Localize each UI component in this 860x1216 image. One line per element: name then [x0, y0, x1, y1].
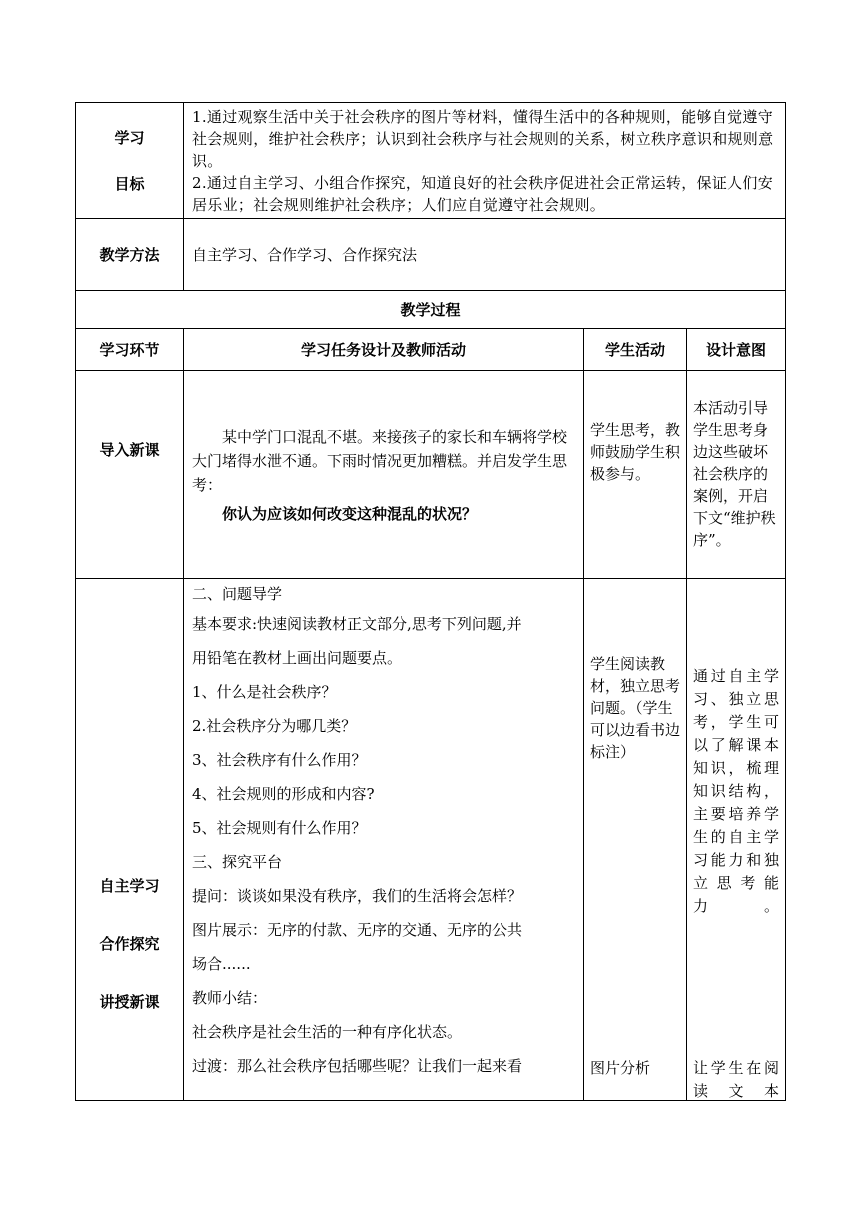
goals-label-line2: 目标 — [114, 174, 145, 193]
method-row — [76, 219, 786, 291]
intro-student: 学生思考，教师鼓励学生积极参与。 — [584, 371, 687, 579]
study-line: 用铅笔在教材上画出问题要点。 — [192, 649, 403, 667]
study-line: 二、问题导学 — [192, 585, 283, 603]
header-intent: 设计意图 — [687, 329, 786, 371]
study-line: 基本要求:快速阅读教材正文部分,思考下列问题,并 — [192, 615, 522, 633]
header-stage: 学习环节 — [76, 329, 184, 371]
method-label: 教学方法 — [76, 219, 184, 291]
study-student-text2: 图片分析 — [590, 1059, 651, 1077]
study-line: 5、社会规则有什么作用？ — [192, 819, 367, 837]
goals-row — [76, 103, 786, 219]
study-row — [76, 579, 786, 1101]
header-row — [76, 329, 786, 371]
lesson-plan-table — [75, 102, 786, 1101]
study-intent — [687, 579, 786, 1101]
goal-2: 2.通过自主学习、小组合作探究，知道良好的社会秩序促进社会正常运转，保证人们安居乐业；社会规则维护社会秩序；人们应自觉遵守社会规则。 — [192, 173, 774, 214]
study-line: 4、社会规则的形成和内容? — [192, 785, 375, 803]
study-line: 教师小结： — [192, 989, 268, 1007]
study-intent-text1: 通过自主学习、独立思考，学生可以了解课本知识，梳理知识结构，主要培养学生的自主学习能力和独立思考能力。 — [693, 667, 779, 915]
study-task — [184, 579, 584, 1101]
goals-label-line1: 学习 — [114, 128, 145, 147]
process-title: 教学过程 — [76, 291, 786, 329]
study-line: 三、探究平台 — [192, 853, 283, 871]
study-student-text1: 学生阅读教材，独立思考问题。（学生可以边看书边标注） — [590, 655, 681, 761]
goal-1: 1.通过观察生活中关于社会秩序的图片等材料，懂得生活中的各种规则，能够自觉遵守社会规则，维护社会秩序；认识到社会秩序与社会规则的关系，树立秩序意识和规则意识。 — [192, 107, 774, 170]
study-line: 过渡：那么社会秩序包括哪些呢？让我们一起来看 — [192, 1057, 523, 1075]
method-text: 自主学习、合作学习、合作探究法 — [184, 219, 786, 291]
header-student: 学生活动 — [584, 329, 687, 371]
goals-text — [184, 103, 786, 219]
study-line: 提问：谈谈如果没有秩序，我们的生活将会怎样？ — [192, 887, 523, 905]
intro-task — [184, 371, 584, 579]
study-line: 3、社会秩序有什么作用？ — [192, 751, 367, 769]
study-stage-line3: 讲授新课 — [99, 993, 160, 1011]
study-student — [584, 579, 687, 1101]
study-stage — [76, 579, 184, 1101]
study-line: 场合...... — [192, 955, 251, 973]
study-stage-line2: 合作探究 — [99, 935, 160, 953]
intro-intent: 本活动引导学生思考身边这些破坏社会秩序的案例，开启下文“维护秩序”。 — [687, 371, 786, 579]
study-line: 2.社会秩序分为哪几类？ — [192, 717, 357, 735]
intro-row — [76, 371, 786, 579]
header-task: 学习任务设计及教师活动 — [184, 329, 584, 371]
process-title-row — [76, 291, 786, 329]
study-line: 1、什么是社会秩序？ — [192, 683, 337, 701]
intro-question: 你认为应该如何改变这种混乱的状况？ — [222, 504, 478, 523]
study-intent-text2: 让学生在阅读文本 — [693, 1059, 779, 1100]
study-stage-line1: 自主学习 — [99, 877, 160, 895]
study-line: 图片展示：无序的付款、无序的交通、无序的公共 — [192, 921, 523, 939]
study-line: 社会秩序是社会生活的一种有序化状态。 — [192, 1023, 463, 1041]
intro-paragraph: 某中学门口混乱不堪。来接孩子的家长和车辆将学校大门堵得水泄不通。下雨时情况更加糟糕。并启发学生思考： — [192, 427, 568, 494]
intro-stage: 导入新课 — [76, 371, 184, 579]
goals-label — [76, 103, 184, 219]
